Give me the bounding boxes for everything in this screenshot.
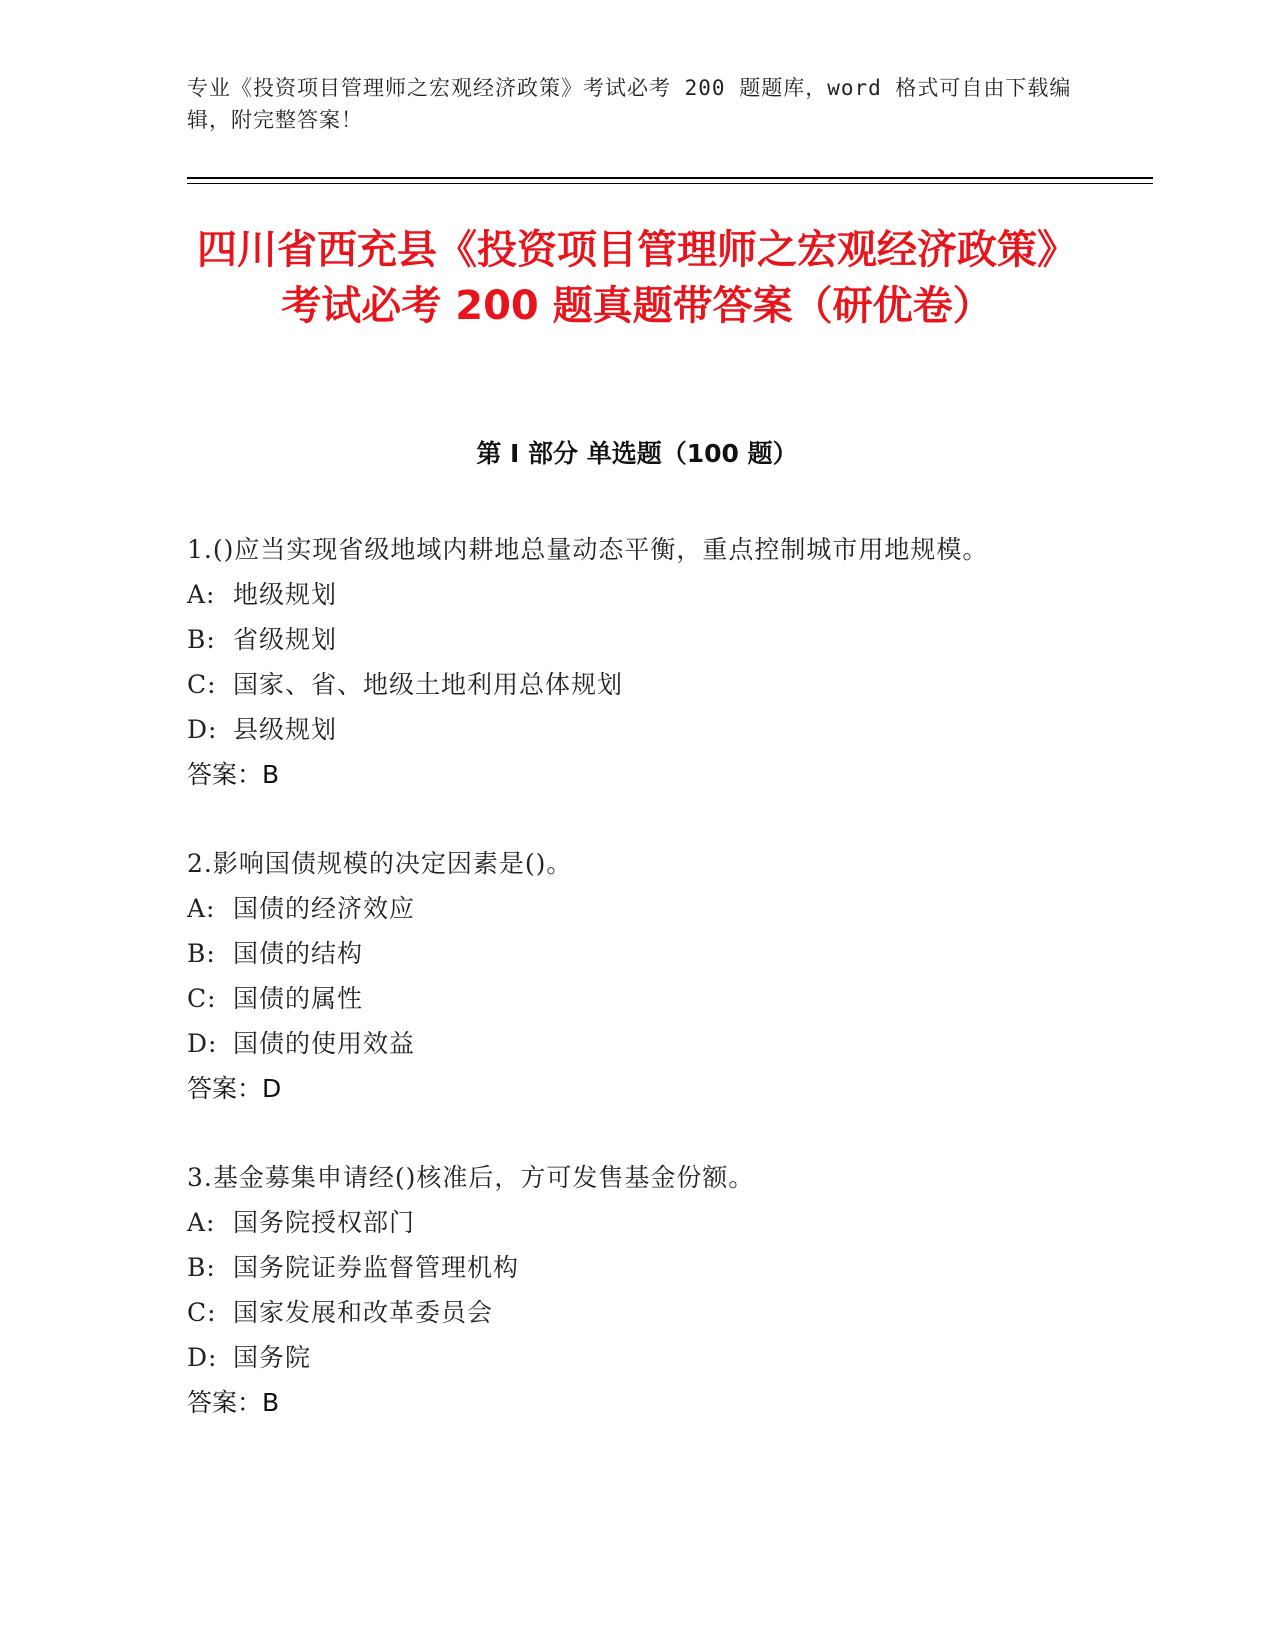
option-b bbox=[187, 1245, 1087, 1290]
option-letter: C: bbox=[187, 1298, 217, 1327]
option-text: 国务院授权部门 bbox=[233, 1208, 416, 1237]
question-1 bbox=[187, 527, 1087, 797]
option-d bbox=[187, 1335, 1087, 1380]
option-letter: C: bbox=[187, 984, 217, 1013]
option-letter: B: bbox=[187, 625, 216, 654]
question-list bbox=[187, 527, 1087, 1469]
header-divider-thin bbox=[187, 183, 1153, 184]
option-b bbox=[187, 617, 1087, 662]
answer: 答案：B bbox=[187, 760, 280, 789]
option-b bbox=[187, 931, 1087, 976]
header-note: 专业《投资项目管理师之宏观经济政策》考试必考 200 题题库，word 格式可自由下载编辑，附完整答案！ bbox=[187, 76, 1072, 132]
option-a bbox=[187, 572, 1087, 617]
question-stem: 2.影响国债规模的决定因素是()。 bbox=[187, 849, 573, 878]
option-letter: C: bbox=[187, 670, 217, 699]
option-text: 国债的属性 bbox=[233, 984, 364, 1013]
option-text: 省级规划 bbox=[233, 625, 338, 654]
option-letter: D: bbox=[187, 1343, 218, 1372]
option-d bbox=[187, 1021, 1087, 1066]
option-letter: A: bbox=[187, 894, 216, 923]
option-letter: B: bbox=[187, 1253, 216, 1282]
option-letter: A: bbox=[187, 1208, 216, 1237]
document-title: 四川省西充县《投资项目管理师之宏观经济政策》考试必考 200 题真题带答案（研优卷） bbox=[197, 227, 1077, 329]
option-c bbox=[187, 662, 1087, 707]
question-3 bbox=[187, 1155, 1087, 1425]
question-stem: 3.基金募集申请经()核准后，方可发售基金份额。 bbox=[187, 1163, 755, 1192]
option-text: 国债的结构 bbox=[233, 939, 364, 968]
option-d bbox=[187, 707, 1087, 752]
header-divider-thick bbox=[187, 177, 1153, 179]
answer: 答案：D bbox=[187, 1074, 282, 1103]
option-text: 地级规划 bbox=[233, 580, 338, 609]
option-a bbox=[187, 1200, 1087, 1245]
option-a bbox=[187, 886, 1087, 931]
option-letter: D: bbox=[187, 1029, 218, 1058]
option-text: 国债的使用效益 bbox=[233, 1029, 416, 1058]
question-2 bbox=[187, 841, 1087, 1111]
option-text: 国家发展和改革委员会 bbox=[233, 1298, 494, 1327]
option-letter: A: bbox=[187, 580, 216, 609]
option-c bbox=[187, 1290, 1087, 1335]
option-c bbox=[187, 976, 1087, 1021]
option-text: 国务院证券监督管理机构 bbox=[233, 1253, 520, 1282]
section-title: 第 I 部分 单选题（100 题） bbox=[476, 439, 798, 468]
option-text: 国务院 bbox=[233, 1343, 312, 1372]
option-text: 国债的经济效应 bbox=[233, 894, 416, 923]
question-stem: 1.()应当实现省级地域内耕地总量动态平衡，重点控制城市用地规模。 bbox=[187, 535, 989, 564]
option-letter: B: bbox=[187, 939, 216, 968]
option-text: 国家、省、地级土地利用总体规划 bbox=[233, 670, 624, 699]
option-letter: D: bbox=[187, 715, 218, 744]
option-text: 县级规划 bbox=[233, 715, 338, 744]
answer: 答案：B bbox=[187, 1388, 280, 1417]
